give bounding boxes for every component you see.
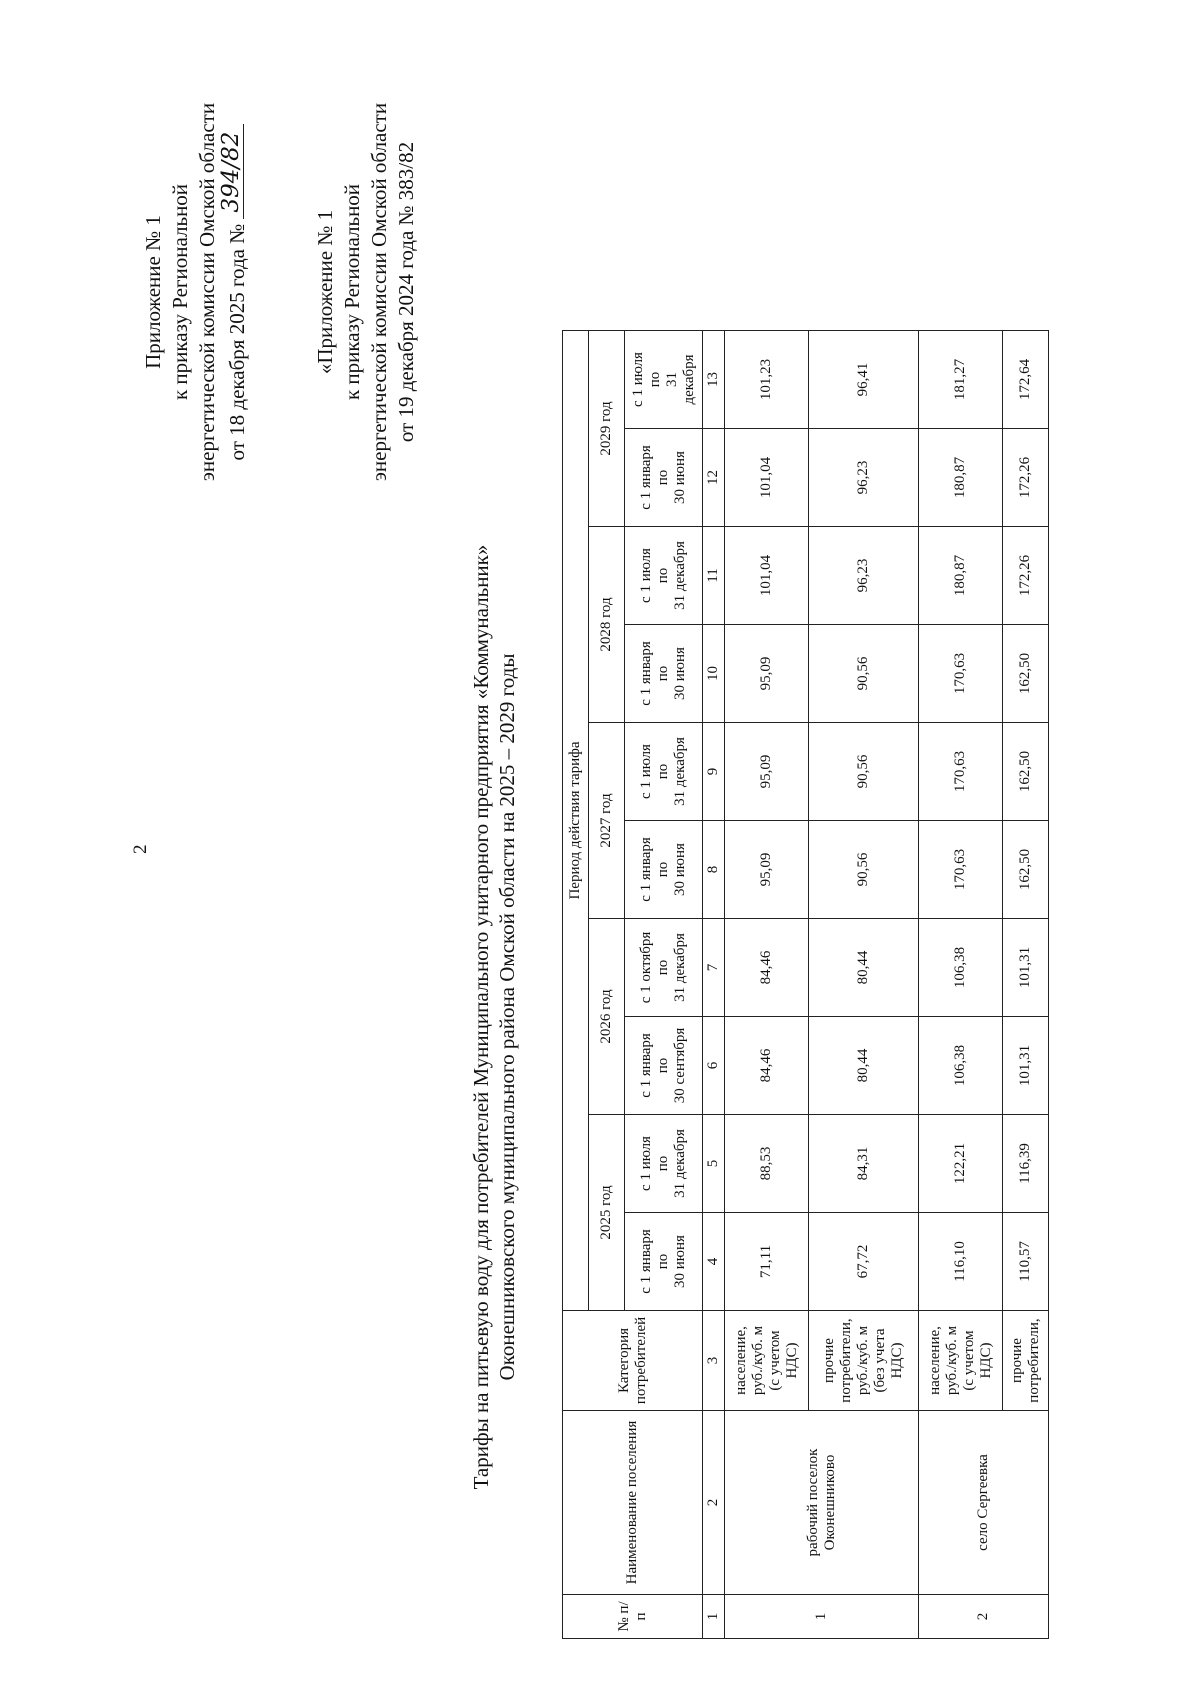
period-line: с 1 января [638, 837, 654, 902]
consumer-category [919, 1311, 1003, 1411]
tariff-value: 172,26 [1003, 429, 1049, 527]
header-period: Период действия тарифа [563, 331, 589, 1311]
tariff-value: 101,31 [1003, 919, 1049, 1017]
period-line: 30 июня [672, 843, 688, 896]
tariff-value: 90,56 [809, 625, 919, 723]
header-year: 2027 год [589, 723, 625, 919]
tariff-value: 180,87 [919, 429, 1003, 527]
category-line: прочие [1008, 1338, 1025, 1383]
tariff-value: 162,50 [1003, 625, 1049, 723]
header-year: 2028 год [589, 527, 625, 723]
period-line: 31 декабря [672, 541, 688, 610]
appendix-header [140, 62, 251, 522]
tariff-value: 181,27 [919, 331, 1003, 429]
header-no: № п/п [563, 1595, 703, 1639]
header-category: Категория потребителей [563, 1311, 703, 1411]
tariff-value: 162,50 [1003, 723, 1049, 821]
appendix-line-1: Приложение № 1 [141, 215, 165, 369]
appendix-line-2: к приказу Региональной [168, 183, 192, 401]
period-line: 31 декабря [672, 933, 688, 1002]
tariff-value: 116,10 [919, 1213, 1003, 1311]
period-line: с 1 июля [638, 744, 654, 799]
settlement-number: 1 [725, 1595, 919, 1639]
period-line: с 1 июля [638, 548, 654, 603]
period-line: по [655, 469, 671, 486]
period-line: по [655, 665, 671, 682]
tariff-value: 101,23 [725, 331, 809, 429]
tariff-value: 122,21 [919, 1115, 1003, 1213]
period-line: с 1 июля [638, 1136, 654, 1191]
period-line: по [655, 1155, 671, 1172]
header-period-cell [625, 429, 703, 527]
header-period-cell [625, 331, 703, 429]
column-number: 1 [703, 1595, 725, 1639]
tariff-value: 90,56 [809, 821, 919, 919]
period-line: по [646, 371, 663, 388]
category-line: население, [732, 1326, 749, 1395]
document-title [468, 477, 520, 1557]
tariff-value: 71,11 [725, 1213, 809, 1311]
header-year: 2029 год [589, 331, 625, 527]
tariff-value: 101,04 [725, 527, 809, 625]
header-period-cell [625, 1213, 703, 1311]
settlement-name: село Сергеевка [919, 1411, 1049, 1595]
header-row-period [563, 331, 589, 1639]
previous-appendix-header [312, 62, 420, 522]
column-number: 12 [703, 429, 725, 527]
period-line: 30 июня [672, 1235, 688, 1288]
tariff-value: 84,46 [725, 1017, 809, 1115]
column-number: 10 [703, 625, 725, 723]
category-line: руб./куб. м [943, 1325, 960, 1396]
column-number: 3 [703, 1311, 725, 1411]
table-row [725, 331, 809, 1639]
category-line: (с учетом НДС) [960, 1330, 994, 1391]
tariff-value: 116,39 [1003, 1115, 1049, 1213]
period-line: с 1 января [638, 445, 654, 510]
period-line: 31 декабря [672, 737, 688, 806]
period-line: декабря [680, 354, 697, 405]
header-settlement: Наименование поселения [563, 1411, 703, 1595]
category-line: руб./куб. м [749, 1325, 766, 1396]
appendix-line-4 [218, 62, 251, 522]
column-number: 9 [703, 723, 725, 821]
tariff-value: 96,41 [809, 331, 919, 429]
tariff-value: 80,44 [809, 1017, 919, 1115]
category-line: потребители, [1025, 1318, 1042, 1403]
tariff-value: 170,63 [919, 625, 1003, 723]
title-line-2: Оконешниковского муниципального района Омской области на 2025 – 2029 годы [495, 653, 519, 1381]
table-row [919, 331, 1003, 1639]
period-line: по [655, 567, 671, 584]
prev-appendix-line-1: «Приложение № 1 [313, 209, 337, 375]
prev-appendix-line-4: от 19 декабря 2024 года № 383/82 [394, 141, 418, 443]
period-line: с 1 октября [638, 931, 654, 1004]
header-period-cell [625, 527, 703, 625]
tariff-value: 88,53 [725, 1115, 809, 1213]
period-line: по [655, 1253, 671, 1270]
category-line: прочие [821, 1338, 837, 1383]
header-year: 2025 год [589, 1115, 625, 1311]
column-number: 6 [703, 1017, 725, 1115]
tariff-table-body [725, 331, 1049, 1639]
tariff-value: 95,09 [725, 821, 809, 919]
column-number-row [703, 331, 725, 1639]
period-line: 30 июня [672, 451, 688, 504]
header-period-cell [625, 1115, 703, 1213]
title-line-1: Тарифы на питьевую воду для потребителей Муниципального унитарного предприятия «Коммунальник» [469, 544, 493, 1490]
handwritten-order-number: 394/82 [218, 131, 244, 213]
tariff-value: 80,44 [809, 919, 919, 1017]
category-line: население, [926, 1326, 943, 1395]
prev-appendix-line-3: энергетической комиссии Омской области [367, 102, 391, 482]
tariff-value: 95,09 [725, 625, 809, 723]
order-number-field [218, 124, 244, 219]
header-year: 2026 год [589, 919, 625, 1115]
page-number: 2 [130, 844, 151, 854]
tariff-value: 180,87 [919, 527, 1003, 625]
appendix-date-prefix: от 18 декабря 2025 года № [225, 223, 249, 461]
period-line: по [655, 861, 671, 878]
period-line: по [655, 1057, 671, 1074]
tariff-value: 172,64 [1003, 331, 1049, 429]
period-line: 30 июня [672, 647, 688, 700]
header-period-cell [625, 625, 703, 723]
column-number: 8 [703, 821, 725, 919]
category-line: потребители, [838, 1318, 854, 1403]
settlement-name: рабочий поселок Оконешниково [725, 1411, 919, 1595]
column-number: 13 [703, 331, 725, 429]
column-number: 7 [703, 919, 725, 1017]
tariff-table [562, 330, 1049, 1639]
consumer-category [1003, 1311, 1049, 1411]
tariff-value: 162,50 [1003, 821, 1049, 919]
consumer-category [725, 1311, 809, 1411]
tariff-value: 84,46 [725, 919, 809, 1017]
tariff-value: 170,63 [919, 723, 1003, 821]
column-number: 11 [703, 527, 725, 625]
header-period-cell [625, 919, 703, 1017]
tariff-value: 90,56 [809, 723, 919, 821]
header-period-cell [625, 1017, 703, 1115]
header-period-cell [625, 821, 703, 919]
tariff-value: 170,63 [919, 821, 1003, 919]
settlement-number: 2 [919, 1595, 1049, 1639]
tariff-value: 96,23 [809, 429, 919, 527]
tariff-value: 96,23 [809, 527, 919, 625]
tariff-value: 101,31 [1003, 1017, 1049, 1115]
category-line: (с учетом НДС) [766, 1330, 800, 1391]
tariff-value: 110,57 [1003, 1213, 1049, 1311]
period-line: с 1 июля [629, 352, 646, 407]
tariff-value: 67,72 [809, 1213, 919, 1311]
category-line: (без учета НДС) [872, 1328, 905, 1393]
tariff-value: 172,26 [1003, 527, 1049, 625]
tariff-value: 106,38 [919, 1017, 1003, 1115]
appendix-line-3: энергетической комиссии Омской области [195, 102, 219, 482]
column-number: 4 [703, 1213, 725, 1311]
tariff-value: 101,04 [725, 429, 809, 527]
tariff-value: 84,31 [809, 1115, 919, 1213]
tariff-value: 106,38 [919, 919, 1003, 1017]
period-line: с 1 января [638, 1229, 654, 1294]
period-line: по [655, 959, 671, 976]
period-line: 31 [663, 372, 680, 387]
period-line: 30 сентября [672, 1027, 688, 1104]
prev-appendix-line-2: к приказу Региональной [340, 183, 364, 401]
header-period-cell [625, 723, 703, 821]
consumer-category [809, 1311, 919, 1411]
period-line: с 1 января [638, 641, 654, 706]
period-line: по [655, 763, 671, 780]
tariff-value: 95,09 [725, 723, 809, 821]
column-number: 5 [703, 1115, 725, 1213]
column-number: 2 [703, 1411, 725, 1595]
period-line: с 1 января [638, 1033, 654, 1098]
category-line: руб./куб. м [855, 1325, 871, 1396]
period-line: 31 декабря [672, 1129, 688, 1198]
